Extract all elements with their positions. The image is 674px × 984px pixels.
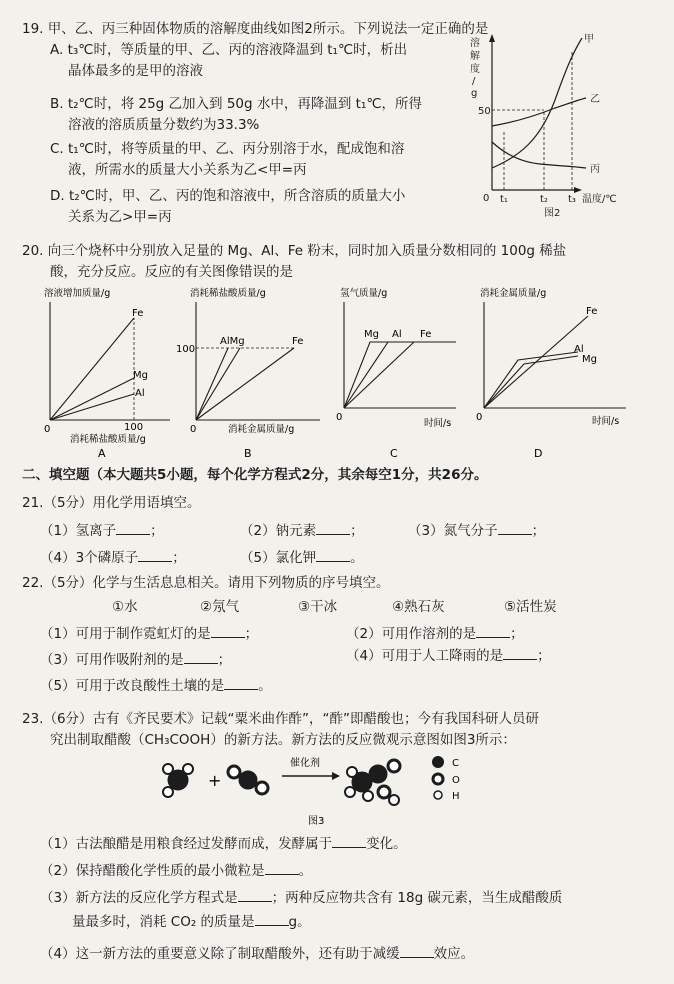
fig2-tick-t1: t₁ [500, 194, 508, 205]
q20-chart-d [474, 284, 634, 459]
section-2-heading: 二、填空题（本大题共5小题，每个化学方程式2分，其余每空1分，共26分。 [22, 467, 488, 483]
q19-option-b-line2: 溶液的溶质质量分数约为33.3% [68, 117, 260, 133]
q21-blank-2[interactable] [316, 521, 350, 535]
chart-b-origin: 0 [190, 424, 197, 435]
q21-blank-3[interactable] [498, 521, 532, 535]
q22-option-4: ④熟石灰 [392, 599, 445, 615]
q22-item-2: （2）可用作溶剂的是 ； [346, 626, 524, 642]
q22-blank-3[interactable] [184, 650, 218, 664]
chart-d-letter: D [534, 447, 543, 459]
q22-blank-4[interactable] [503, 646, 537, 660]
fig2-caption: 图2 [544, 208, 561, 219]
legend-c: C [452, 758, 459, 769]
q20-chart-b [176, 284, 326, 459]
q20-stem-line1: 20. 向三个烧杯中分别放入足量的 Mg、Al、Fe 粉末，同时加入质量分数相同的 100g 稀盐 [22, 243, 567, 259]
q22-item-3: （3）可用作吸附剂的是 ； [40, 652, 232, 668]
chart-c-xlabel: 时间/s [424, 418, 452, 429]
reactant-co2-molecule [228, 766, 268, 794]
fig2-tick-t3: t₃ [568, 194, 576, 205]
figure-3-caption: 图3 [308, 816, 325, 827]
q19-option-a-line2: 晶体最多的是甲的溶液 [68, 63, 203, 79]
fig2-ylabel-4: / [472, 76, 476, 87]
legend-h: H [452, 791, 460, 802]
reactant-methane-molecule [163, 764, 193, 797]
fig2-ylabel-5: g [471, 88, 478, 99]
q23-item-3-line1: （3）新方法的反应化学方程式是 ；两种反应物共含有 18g 碳元素，当生成醋酸质 [40, 890, 563, 906]
q23-blank-4[interactable] [255, 912, 289, 926]
chart-c-ylabel: 氢气质量/g [340, 288, 388, 299]
q22-option-2: ②氖气 [200, 599, 240, 615]
chart-a-letter: A [98, 447, 106, 459]
legend-o: O [452, 775, 460, 786]
q21-item-4: （4）3个磷原子 ； [40, 550, 186, 566]
fig2-origin: 0 [483, 193, 490, 204]
q22-item-1: （1）可用于制作霓虹灯的是 ； [40, 626, 259, 642]
q20-chart-c [330, 284, 460, 459]
q22-item-5: （5）可用于改良酸性土壤的是 。 [40, 678, 272, 694]
q22-blank-5[interactable] [224, 676, 258, 690]
chart-a-xlabel: 消耗稀盐酸质量/g [70, 434, 146, 445]
q19-option-c-line1: C. t₁℃时，将等质量的甲、乙、丙分别溶于水，配成饱和溶 [50, 141, 405, 157]
q23-blank-3[interactable] [238, 888, 272, 902]
chart-d-xlabel: 时间/s [592, 416, 620, 427]
chart-d-label-fe: Fe [586, 306, 598, 317]
q22-stem: 22.（5分）化学与生活息息相关。请用下列物质的序号填空。 [22, 575, 390, 591]
q20-chart-a [36, 284, 176, 459]
chart-a-label-mg: Mg [133, 370, 148, 381]
fig2-tick-50: 50 [478, 106, 491, 117]
fig2-label-bing: 丙 [590, 164, 600, 175]
chart-b-letter: B [244, 447, 252, 459]
chart-b-xlabel: 消耗金属质量/g [228, 424, 295, 435]
q19-stem: 19. 甲、乙、丙三种固体物质的溶解度曲线如图2所示。下列说法一定正确的是 [22, 21, 489, 37]
q22-option-3: ③干冰 [298, 599, 338, 615]
q22-option-5: ⑤活性炭 [504, 599, 557, 615]
chart-b-tick-100: 100 [176, 344, 196, 355]
chart-b-ylabel: 消耗稀盐酸质量/g [190, 288, 266, 299]
chart-a-origin: 0 [44, 424, 51, 435]
q23-item-1: （1）古法酿醋是用粮食经过发酵而成，发酵属于 变化。 [40, 836, 407, 852]
chart-a-label-al: Al [135, 388, 145, 399]
q23-stem-line1: 23.（6分）古有《齐民要术》记载“粟米曲作酢”，“酢”即醋酸也；今有我国科研人员研 [22, 711, 540, 727]
q23-item-3-line2: 量最多时，消耗 CO₂ 的质量是 g。 [72, 914, 311, 930]
q22-item-4: （4）可用于人工降雨的是 ； [346, 648, 551, 664]
figure-2-solubility-chart [460, 30, 660, 225]
chart-b-label-almg: AlMg [220, 336, 245, 347]
chart-c-origin: 0 [336, 412, 343, 423]
chart-d-label-mg: Mg [582, 354, 597, 365]
chart-c-letter: C [390, 447, 398, 459]
fig2-ylabel-3: 度 [470, 64, 480, 75]
chart-d-origin: 0 [476, 412, 483, 423]
q23-stem-line2: 究出制取醋酸（CH₃COOH）的新方法。新方法的反应微观示意图如图3所示： [50, 732, 516, 748]
q21-item-1: （1）氢离子 ； [40, 523, 164, 539]
figure-3-legend [432, 756, 460, 802]
q21-stem: 21.（5分）用化学用语填空。 [22, 495, 201, 511]
q19-option-a-line1: A. t₃℃时，等质量的甲、乙、丙的溶液降温到 t₁℃时，析出 [50, 42, 408, 58]
q21-item-3: （3）氮气分子 ； [408, 523, 546, 539]
fig2-label-jia: 甲 [584, 34, 594, 45]
chart-a-tick-100: 100 [124, 422, 144, 433]
q22-option-1: ①水 [112, 599, 138, 615]
chart-c-label-al: Al [392, 329, 402, 340]
q19-option-d-line1: D. t₂℃时，甲、乙、丙的饱和溶液中，所含溶质的质量大小 [50, 188, 406, 204]
chart-c-label-mg: Mg [364, 329, 379, 340]
q23-blank-2[interactable] [265, 861, 299, 875]
figure-3-reaction-diagram [150, 752, 530, 830]
q22-blank-2[interactable] [476, 624, 510, 638]
fig2-label-yi: 乙 [590, 94, 600, 105]
q19-option-c-line2: 液，所需水的质量大小关系为乙<甲=丙 [68, 162, 307, 178]
chart-d-label-al: Al [574, 344, 584, 355]
fig2-ylabel-1: 溶 [470, 38, 480, 49]
q23-item-4: （4）这一新方法的重要意义除了制取醋酸外，还有助于减缓 效应。 [40, 946, 475, 962]
chart-b-label-fe: Fe [292, 336, 304, 347]
chart-d-ylabel: 消耗金属质量/g [480, 288, 547, 299]
q21-item-2: （2）钠元素 ； [240, 523, 364, 539]
chart-c-label-fe: Fe [420, 329, 432, 340]
q19-option-b-line1: B. t₂℃时，将 25g 乙加入到 50g 水中，再降温到 t₁℃，所得 [50, 96, 423, 112]
fig2-xlabel: 温度/℃ [582, 194, 617, 205]
chart-a-label-fe: Fe [132, 308, 144, 319]
q21-blank-5[interactable] [316, 548, 350, 562]
q22-blank-1[interactable] [211, 624, 245, 638]
fig2-ylabel-2: 解 [470, 51, 480, 62]
reaction-catalyst-label: 催化剂 [290, 758, 320, 769]
q20-stem-line2: 酸，充分反应。反应的有关图像错误的是 [50, 264, 293, 280]
fig2-tick-t2: t₂ [540, 194, 548, 205]
q21-blank-1[interactable] [116, 521, 150, 535]
chart-a-ylabel: 溶液增加质量/g [44, 288, 111, 299]
reaction-plus: + [208, 771, 222, 790]
q21-blank-4[interactable] [138, 548, 172, 562]
q23-blank-1[interactable] [332, 834, 366, 848]
product-acetic-acid-molecule [345, 760, 400, 805]
q19-option-d-line2: 关系为乙>甲=丙 [68, 209, 172, 225]
q23-blank-5[interactable] [400, 944, 434, 958]
q23-item-2: （2）保持醋酸化学性质的最小微粒是 。 [40, 863, 313, 879]
q21-item-5: （5）氯化钾 。 [240, 550, 364, 566]
